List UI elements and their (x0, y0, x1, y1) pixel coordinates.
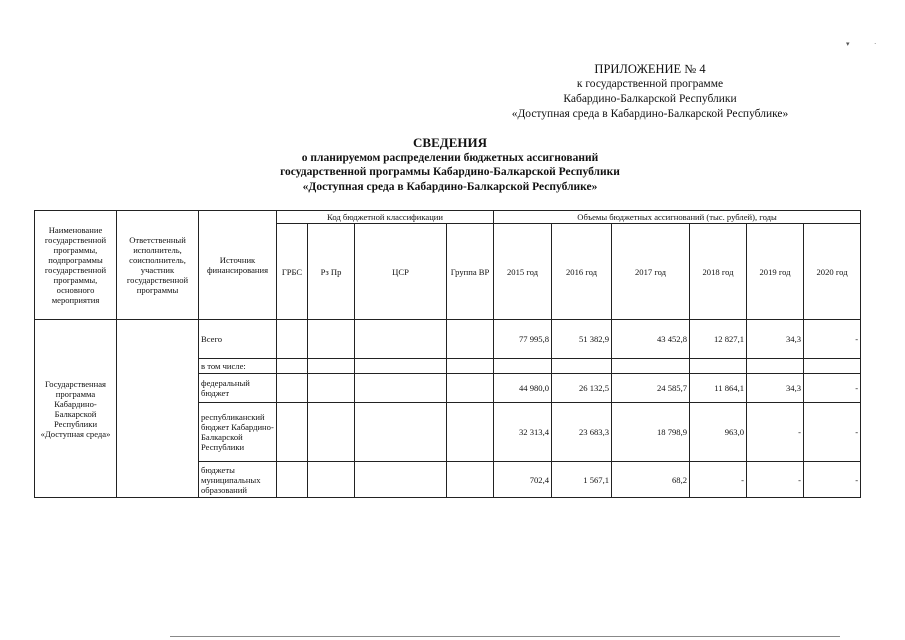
source-cell: бюджеты муниципальных образований (199, 462, 277, 498)
vr-cell (447, 374, 494, 403)
rzpr-cell (308, 462, 355, 498)
csr-cell (355, 462, 447, 498)
header-vr: Группа ВР (447, 224, 494, 320)
csr-cell (355, 374, 447, 403)
heading-line: о планируемом распределении бюджетных ассигнований (301, 151, 599, 164)
header-csr: ЦСР (355, 224, 447, 320)
value-cell: 34,3 (747, 320, 804, 359)
document-heading (140, 136, 760, 194)
program-name-cell: Государственная программа Кабардино-Балкарской Республики «Доступная среда» (35, 320, 117, 498)
value-cell: 26 132,5 (552, 374, 612, 403)
vr-cell (447, 403, 494, 462)
scan-mark: ▾ (846, 40, 850, 48)
grbs-cell (277, 403, 308, 462)
value-cell: 77 995,8 (494, 320, 552, 359)
header-volume-group: Объемы бюджетных ассигнований (тыс. рублей), годы (494, 211, 861, 224)
value-cell (690, 359, 747, 374)
header-name: Наименование государственной программы, подпрограммы государственной программы, основного мероприятия (35, 211, 117, 320)
header-year: 2018 год (690, 224, 747, 320)
heading-line: государственной программы Кабардино-Балкарской Республики (280, 166, 620, 178)
value-cell: 24 585,7 (612, 374, 690, 403)
grbs-cell (277, 359, 308, 374)
appendix-block (470, 62, 830, 122)
heading-line: «Доступная среда в Кабардино-Балкарской Республике» (302, 180, 598, 193)
value-cell (494, 359, 552, 374)
value-cell (804, 359, 861, 374)
value-cell: 32 313,4 (494, 403, 552, 462)
source-cell: Всего (199, 320, 277, 359)
vr-cell (447, 320, 494, 359)
header-year: 2019 год (747, 224, 804, 320)
budget-table (34, 210, 861, 498)
header-year: 2016 год (552, 224, 612, 320)
appendix-line: «Доступная среда в Кабардино-Балкарской Республике» (511, 108, 789, 120)
value-cell: 51 382,9 (552, 320, 612, 359)
value-cell: 702,4 (494, 462, 552, 498)
appendix-line: к государственной программе (576, 78, 724, 90)
value-cell: - (804, 320, 861, 359)
scan-mark: · (874, 40, 877, 48)
source-cell: республиканский бюджет Кабардино-Балкарской Республики (199, 403, 277, 462)
source-cell: федеральный бюджет (199, 374, 277, 403)
header-year: 2017 год (612, 224, 690, 320)
header-year: 2020 год (804, 224, 861, 320)
value-cell: - (804, 374, 861, 403)
header-responsible: Ответственный исполнитель, соисполнитель, участник государственной программы (117, 211, 199, 320)
value-cell: 18 798,9 (612, 403, 690, 462)
header-code-group: Код бюджетной классификации (277, 211, 494, 224)
value-cell: - (747, 403, 804, 462)
csr-cell (355, 359, 447, 374)
vr-cell (447, 462, 494, 498)
value-cell: - (747, 462, 804, 498)
value-cell: 43 452,8 (612, 320, 690, 359)
value-cell: - (690, 462, 747, 498)
value-cell: 68,2 (612, 462, 690, 498)
value-cell: 44 980,0 (494, 374, 552, 403)
value-cell: - (804, 403, 861, 462)
value-cell (552, 359, 612, 374)
value-cell: 963,0 (690, 403, 747, 462)
rzpr-cell (308, 359, 355, 374)
grbs-cell (277, 462, 308, 498)
rzpr-cell (308, 374, 355, 403)
scan-edge-line (170, 636, 840, 637)
value-cell (612, 359, 690, 374)
source-cell: в том числе: (199, 359, 277, 374)
responsible-cell (117, 320, 199, 498)
appendix-number: ПРИЛОЖЕНИЕ № 4 (594, 62, 706, 76)
value-cell: - (804, 462, 861, 498)
vr-cell (447, 359, 494, 374)
header-grbs: ГРБС (277, 224, 308, 320)
document-title: СВЕДЕНИЯ (413, 135, 487, 150)
value-cell: 12 827,1 (690, 320, 747, 359)
rzpr-cell (308, 320, 355, 359)
header-source: Источник финансирования (199, 211, 277, 320)
header-year: 2015 год (494, 224, 552, 320)
rzpr-cell (308, 403, 355, 462)
table-row (35, 320, 861, 359)
value-cell: 11 864,1 (690, 374, 747, 403)
grbs-cell (277, 374, 308, 403)
value-cell: 1 567,1 (552, 462, 612, 498)
value-cell (747, 359, 804, 374)
grbs-cell (277, 320, 308, 359)
value-cell: 23 683,3 (552, 403, 612, 462)
csr-cell (355, 320, 447, 359)
csr-cell (355, 403, 447, 462)
value-cell: 34,3 (747, 374, 804, 403)
header-rzpr: Рз Пр (308, 224, 355, 320)
appendix-line: Кабардино-Балкарской Республики (563, 93, 737, 105)
